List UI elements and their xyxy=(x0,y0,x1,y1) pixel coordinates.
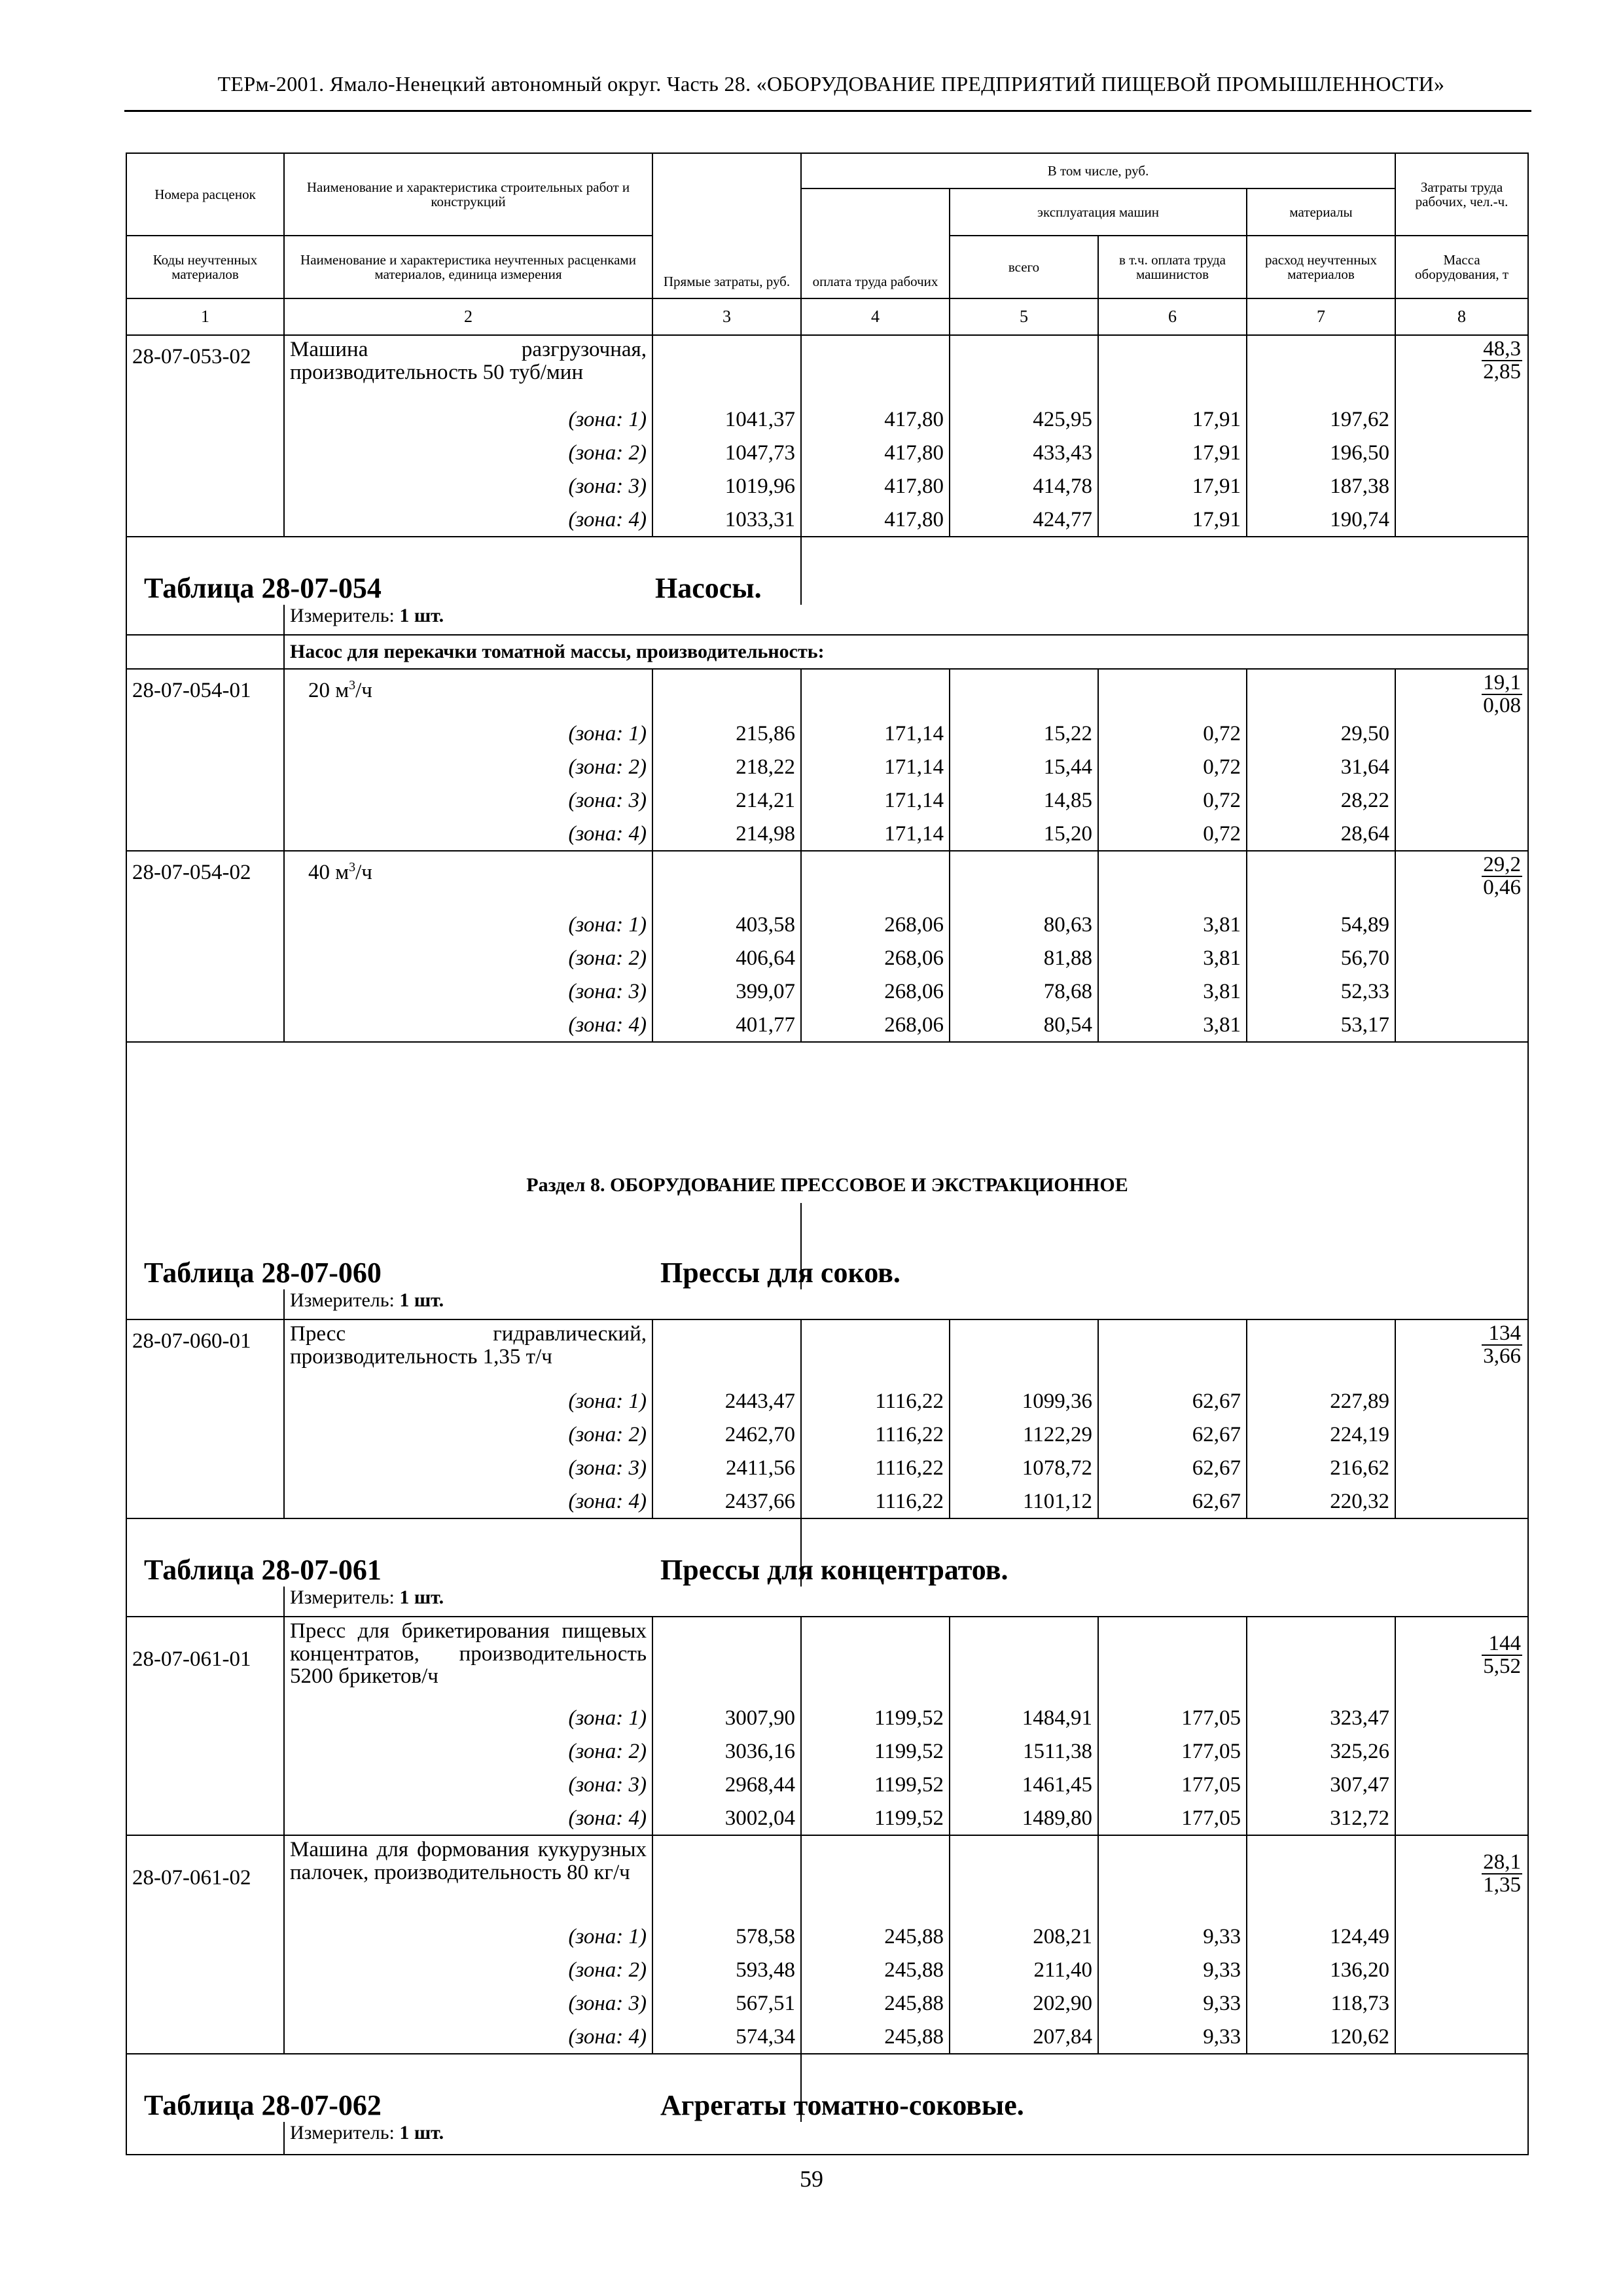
labor-cost: 171,14 xyxy=(801,717,950,751)
table-name: Агрегаты томатно-соковые. xyxy=(801,2054,1528,2122)
machine-cost: 81,88 xyxy=(950,942,1098,975)
zone-label: (зона: 1) xyxy=(284,1385,652,1418)
rate-description: Машина разгрузочная, производительность 50 туб/мин xyxy=(284,335,652,403)
zone-row xyxy=(126,717,1528,751)
labor-cost: 417,80 xyxy=(801,470,950,503)
table-title-row xyxy=(126,2054,1528,2122)
materials-cost: 216,62 xyxy=(1247,1452,1395,1485)
operator-cost: 3,81 xyxy=(1098,975,1247,1009)
labor-cost: 268,06 xyxy=(801,975,950,1009)
zone-row xyxy=(126,1009,1528,1042)
measure-line: Измеритель: 1 шт. xyxy=(284,1587,1528,1617)
machine-cost: 208,21 xyxy=(950,1920,1098,1954)
zone-row xyxy=(126,403,1528,437)
col3-header: Прямые затраты, руб. xyxy=(652,153,801,298)
operator-cost: 17,91 xyxy=(1098,403,1247,437)
machine-cost: 414,78 xyxy=(950,470,1098,503)
machine-cost: 211,40 xyxy=(950,1954,1098,1987)
direct-cost: 2968,44 xyxy=(652,1768,801,1802)
operator-cost: 3,81 xyxy=(1098,1009,1247,1042)
labor-cost: 1199,52 xyxy=(801,1768,950,1802)
machine-cost: 15,44 xyxy=(950,751,1098,784)
machine-cost: 1099,36 xyxy=(950,1385,1098,1418)
zone-row xyxy=(126,1385,1528,1418)
machine-cost: 80,63 xyxy=(950,908,1098,942)
materials-cost: 124,49 xyxy=(1247,1920,1395,1954)
labor-cost: 1116,22 xyxy=(801,1485,950,1518)
materials-cost: 54,89 xyxy=(1247,908,1395,942)
price-table xyxy=(126,152,1529,2155)
direct-cost: 574,34 xyxy=(652,2020,801,2054)
table-row xyxy=(126,335,1528,403)
rate-code: 28-07-053-02 xyxy=(126,335,284,403)
operator-cost: 17,91 xyxy=(1098,437,1247,470)
labor-cost: 417,80 xyxy=(801,403,950,437)
col4-header: оплата труда рабочих xyxy=(801,188,950,298)
zone-row xyxy=(126,1452,1528,1485)
zone-row xyxy=(126,1987,1528,2020)
materials-cost: 196,50 xyxy=(1247,437,1395,470)
materials-cost: 307,47 xyxy=(1247,1768,1395,1802)
labor-cost: 245,88 xyxy=(801,1954,950,1987)
group-subheading: Насос для перекачки томатной массы, производительность: xyxy=(284,635,1528,669)
operator-cost: 62,67 xyxy=(1098,1485,1247,1518)
labor-cost: 417,80 xyxy=(801,503,950,537)
zone-label: (зона: 2) xyxy=(284,751,652,784)
zone-label: (зона: 4) xyxy=(284,503,652,537)
machine-cost: 433,43 xyxy=(950,437,1098,470)
zone-row xyxy=(126,1735,1528,1768)
operator-cost: 0,72 xyxy=(1098,717,1247,751)
table-title: Таблица 28-07-062 xyxy=(126,2054,801,2122)
labor-cost: 1199,52 xyxy=(801,1702,950,1735)
operator-cost: 177,05 xyxy=(1098,1702,1247,1735)
zone-row xyxy=(126,942,1528,975)
labor-cost: 268,06 xyxy=(801,908,950,942)
table-name: Прессы для концентратов. xyxy=(801,1518,1528,1587)
zone-label: (зона: 3) xyxy=(284,1768,652,1802)
direct-cost: 578,58 xyxy=(652,1920,801,1954)
machine-cost: 14,85 xyxy=(950,784,1098,817)
measure-line: Измеритель: 1 шт. xyxy=(284,605,1528,635)
operator-cost: 177,05 xyxy=(1098,1768,1247,1802)
group-materials-header: материалы xyxy=(1247,188,1395,236)
zone-row xyxy=(126,437,1528,470)
materials-cost: 325,26 xyxy=(1247,1735,1395,1768)
col-number: 7 xyxy=(1247,298,1395,335)
table-title: Таблица 28-07-061 xyxy=(126,1518,801,1587)
zone-row xyxy=(126,975,1528,1009)
zone-label: (зона: 2) xyxy=(284,437,652,470)
zone-row xyxy=(126,470,1528,503)
operator-cost: 9,33 xyxy=(1098,1954,1247,1987)
zone-row xyxy=(126,1702,1528,1735)
materials-cost: 28,22 xyxy=(1247,784,1395,817)
table-title-row xyxy=(126,1518,1528,1587)
col6-header: в т.ч. оплата труда машинистов xyxy=(1098,236,1247,298)
zone-row xyxy=(126,1802,1528,1835)
zone-row xyxy=(126,908,1528,942)
labor-cost: 1116,22 xyxy=(801,1385,950,1418)
machine-cost: 1101,12 xyxy=(950,1485,1098,1518)
table-row xyxy=(126,669,1528,717)
rate-code: 28-07-054-01 xyxy=(126,669,284,717)
direct-cost: 1047,73 xyxy=(652,437,801,470)
col-number: 5 xyxy=(950,298,1098,335)
zone-label: (зона: 4) xyxy=(284,1802,652,1835)
table-title-row xyxy=(126,537,1528,605)
direct-cost: 1033,31 xyxy=(652,503,801,537)
rate-code: 28-07-054-02 xyxy=(126,851,284,908)
direct-cost: 3036,16 xyxy=(652,1735,801,1768)
labor-value: 144 xyxy=(1482,1633,1522,1656)
zone-label: (зона: 3) xyxy=(284,1987,652,2020)
zone-label: (зона: 1) xyxy=(284,403,652,437)
zone-label: (зона: 2) xyxy=(284,1735,652,1768)
direct-cost: 401,77 xyxy=(652,1009,801,1042)
machine-cost: 1122,29 xyxy=(950,1418,1098,1452)
direct-cost: 593,48 xyxy=(652,1954,801,1987)
col2-top-header: Наименование и характеристика строительных работ и конструкций xyxy=(284,153,652,236)
zone-row xyxy=(126,2020,1528,2054)
zone-row xyxy=(126,1418,1528,1452)
zone-label: (зона: 4) xyxy=(284,1009,652,1042)
zone-row xyxy=(126,784,1528,817)
operator-cost: 9,33 xyxy=(1098,1987,1247,2020)
labor-cost: 171,14 xyxy=(801,751,950,784)
machine-cost: 15,22 xyxy=(950,717,1098,751)
materials-cost: 227,89 xyxy=(1247,1385,1395,1418)
labor-mass-fraction xyxy=(1395,335,1528,403)
col1-top-header: Номера расценок xyxy=(126,153,284,236)
mass-value: 0,08 xyxy=(1483,694,1522,717)
labor-value: 19,1 xyxy=(1483,671,1522,694)
zone-label: (зона: 2) xyxy=(284,1418,652,1452)
zone-label: (зона: 1) xyxy=(284,1702,652,1735)
zone-label: (зона: 2) xyxy=(284,942,652,975)
direct-cost: 3007,90 xyxy=(652,1702,801,1735)
zone-row xyxy=(126,817,1528,851)
mass-value: 1,35 xyxy=(1483,1873,1522,1897)
table-row xyxy=(126,1835,1528,1920)
zone-row xyxy=(126,1954,1528,1987)
machine-cost: 78,68 xyxy=(950,975,1098,1009)
operator-cost: 62,67 xyxy=(1098,1385,1247,1418)
labor-cost: 268,06 xyxy=(801,942,950,975)
labor-cost: 171,14 xyxy=(801,784,950,817)
zone-row xyxy=(126,1485,1528,1518)
col-number: 2 xyxy=(284,298,652,335)
mass-value: 3,66 xyxy=(1483,1344,1522,1368)
section-title: Раздел 8. ОБОРУДОВАНИЕ ПРЕССОВОЕ И ЭКСТРАКЦИОННОЕ xyxy=(126,1042,1528,1203)
direct-cost: 1019,96 xyxy=(652,470,801,503)
machine-cost: 1489,80 xyxy=(950,1802,1098,1835)
labor-mass-fraction xyxy=(1395,669,1528,717)
rate-description: 20 $м^3/ч$ xyxy=(284,669,652,717)
machine-cost: 1511,38 xyxy=(950,1735,1098,1768)
rate-code: 28-07-061-02 xyxy=(126,1835,284,1920)
col7-header: расход неучтенных материалов xyxy=(1247,236,1395,298)
labor-cost: 1116,22 xyxy=(801,1418,950,1452)
labor-cost: 417,80 xyxy=(801,437,950,470)
table-row xyxy=(126,1319,1528,1385)
zone-label: (зона: 1) xyxy=(284,908,652,942)
operator-cost: 177,05 xyxy=(1098,1735,1247,1768)
col-number: 4 xyxy=(801,298,950,335)
col8-top-header: Затраты труда рабочих, чел.-ч. xyxy=(1395,153,1528,236)
machine-cost: 1484,91 xyxy=(950,1702,1098,1735)
col-number: 1 xyxy=(126,298,284,335)
rate-description: Пресс для брикетирования пищевых концентратов, производительность 5200 брикетов/ч xyxy=(284,1617,652,1702)
direct-cost: 2462,70 xyxy=(652,1418,801,1452)
rate-description: 40 $м^3/ч$ xyxy=(284,851,652,908)
col-number: 6 xyxy=(1098,298,1247,335)
machine-cost: 1078,72 xyxy=(950,1452,1098,1485)
direct-cost: 2437,66 xyxy=(652,1485,801,1518)
materials-cost: 136,20 xyxy=(1247,1954,1395,1987)
col1-bottom-header: Коды неучтенных материалов xyxy=(126,236,284,298)
labor-mass-fraction xyxy=(1395,1617,1528,1702)
machine-cost: 80,54 xyxy=(950,1009,1098,1042)
group-machines-header: эксплуатация машин xyxy=(950,188,1247,236)
measure-line: Измеритель: 1 шт. xyxy=(284,2122,1528,2155)
labor-cost: 245,88 xyxy=(801,1920,950,1954)
mass-value: 5,52 xyxy=(1483,1655,1522,1678)
materials-cost: 323,47 xyxy=(1247,1702,1395,1735)
zone-row xyxy=(126,1920,1528,1954)
labor-cost: 1116,22 xyxy=(801,1452,950,1485)
labor-mass-fraction xyxy=(1395,1835,1528,1920)
col-number: 3 xyxy=(652,298,801,335)
zone-label: (зона: 4) xyxy=(284,2020,652,2054)
direct-cost: 1041,37 xyxy=(652,403,801,437)
table-title: Таблица 28-07-054 xyxy=(126,537,801,605)
materials-cost: 118,73 xyxy=(1247,1987,1395,2020)
zone-label: (зона: 1) xyxy=(284,717,652,751)
materials-cost: 312,72 xyxy=(1247,1802,1395,1835)
direct-cost: 218,22 xyxy=(652,751,801,784)
labor-cost: 171,14 xyxy=(801,817,950,851)
zone-row xyxy=(126,503,1528,537)
table-title-row xyxy=(126,1203,1528,1289)
header-rule xyxy=(124,110,1531,112)
materials-cost: 29,50 xyxy=(1247,717,1395,751)
operator-cost: 9,33 xyxy=(1098,2020,1247,2054)
rate-code: 28-07-061-01 xyxy=(126,1617,284,1702)
group-incl-header: В том числе, руб. xyxy=(801,153,1395,188)
operator-cost: 17,91 xyxy=(1098,470,1247,503)
zone-label: (зона: 3) xyxy=(284,470,652,503)
measure-line: Измеритель: 1 шт. xyxy=(284,1289,1528,1319)
direct-cost: 214,98 xyxy=(652,817,801,851)
labor-value: 29,2 xyxy=(1483,853,1522,876)
direct-cost: 403,58 xyxy=(652,908,801,942)
table-name: Прессы для соков. xyxy=(801,1203,1528,1289)
rate-description: Машина для формования кукурузных палочек, производительность 80 кг/ч xyxy=(284,1835,652,1920)
operator-cost: 9,33 xyxy=(1098,1920,1247,1954)
table-title: Таблица 28-07-060 xyxy=(126,1203,801,1289)
labor-cost: 245,88 xyxy=(801,1987,950,2020)
zone-label: (зона: 4) xyxy=(284,817,652,851)
materials-cost: 120,62 xyxy=(1247,2020,1395,2054)
zone-row xyxy=(126,751,1528,784)
direct-cost: 399,07 xyxy=(652,975,801,1009)
labor-value: 48,3 xyxy=(1483,337,1522,361)
operator-cost: 3,81 xyxy=(1098,908,1247,942)
zone-label: (зона: 3) xyxy=(284,784,652,817)
materials-cost: 190,74 xyxy=(1247,503,1395,537)
materials-cost: 224,19 xyxy=(1247,1418,1395,1452)
materials-cost: 197,62 xyxy=(1247,403,1395,437)
rate-code: 28-07-060-01 xyxy=(126,1319,284,1385)
page-number: 59 xyxy=(800,2166,823,2192)
labor-mass-fraction xyxy=(1395,851,1528,908)
operator-cost: 62,67 xyxy=(1098,1452,1247,1485)
labor-value: 28,1 xyxy=(1483,1850,1522,1874)
direct-cost: 2411,56 xyxy=(652,1452,801,1485)
direct-cost: 214,21 xyxy=(652,784,801,817)
materials-cost: 53,17 xyxy=(1247,1009,1395,1042)
table-row xyxy=(126,1617,1528,1702)
machine-cost: 15,20 xyxy=(950,817,1098,851)
direct-cost: 215,86 xyxy=(652,717,801,751)
labor-mass-fraction xyxy=(1395,1319,1528,1385)
operator-cost: 0,72 xyxy=(1098,817,1247,851)
materials-cost: 52,33 xyxy=(1247,975,1395,1009)
materials-cost: 220,32 xyxy=(1247,1485,1395,1518)
mass-value: 2,85 xyxy=(1483,360,1522,384)
col2-bottom-header: Наименование и характеристика неучтенных расценками материалов, единица измерения xyxy=(284,236,652,298)
zone-row xyxy=(126,1768,1528,1802)
zone-label: (зона: 3) xyxy=(284,1452,652,1485)
materials-cost: 31,64 xyxy=(1247,751,1395,784)
operator-cost: 0,72 xyxy=(1098,751,1247,784)
labor-cost: 268,06 xyxy=(801,1009,950,1042)
direct-cost: 3002,04 xyxy=(652,1802,801,1835)
zone-label: (зона: 4) xyxy=(284,1485,652,1518)
materials-cost: 28,64 xyxy=(1247,817,1395,851)
table-name: Насосы. xyxy=(801,537,1528,605)
zone-label: (зона: 1) xyxy=(284,1920,652,1954)
zone-label: (зона: 2) xyxy=(284,1954,652,1987)
page-header: ТЕРм-2001. Ямало-Ненецкий автономный округ. Часть 28. «ОБОРУДОВАНИЕ ПРЕДПРИЯТИЙ ПИЩЕВОЙ ПРОМЫШЛЕННОСТИ» xyxy=(217,72,1445,96)
col-number: 8 xyxy=(1395,298,1528,335)
mass-value: 0,46 xyxy=(1483,876,1522,899)
labor-cost: 1199,52 xyxy=(801,1802,950,1835)
rate-description: Пресс гидравлический, производительность 1,35 т/ч xyxy=(284,1319,652,1385)
col8-bottom-header: Масса оборудования, т xyxy=(1395,236,1528,298)
materials-cost: 56,70 xyxy=(1247,942,1395,975)
direct-cost: 2443,47 xyxy=(652,1385,801,1418)
operator-cost: 3,81 xyxy=(1098,942,1247,975)
labor-cost: 245,88 xyxy=(801,2020,950,2054)
machine-cost: 425,95 xyxy=(950,403,1098,437)
table-row xyxy=(126,851,1528,908)
direct-cost: 406,64 xyxy=(652,942,801,975)
machine-cost: 1461,45 xyxy=(950,1768,1098,1802)
operator-cost: 0,72 xyxy=(1098,784,1247,817)
operator-cost: 17,91 xyxy=(1098,503,1247,537)
direct-cost: 567,51 xyxy=(652,1987,801,2020)
operator-cost: 177,05 xyxy=(1098,1802,1247,1835)
labor-value: 134 xyxy=(1482,1323,1522,1346)
machine-cost: 207,84 xyxy=(950,2020,1098,2054)
machine-cost: 202,90 xyxy=(950,1987,1098,2020)
labor-cost: 1199,52 xyxy=(801,1735,950,1768)
machine-cost: 424,77 xyxy=(950,503,1098,537)
zone-label: (зона: 3) xyxy=(284,975,652,1009)
col5-header: всего xyxy=(950,236,1098,298)
materials-cost: 187,38 xyxy=(1247,470,1395,503)
operator-cost: 62,67 xyxy=(1098,1418,1247,1452)
